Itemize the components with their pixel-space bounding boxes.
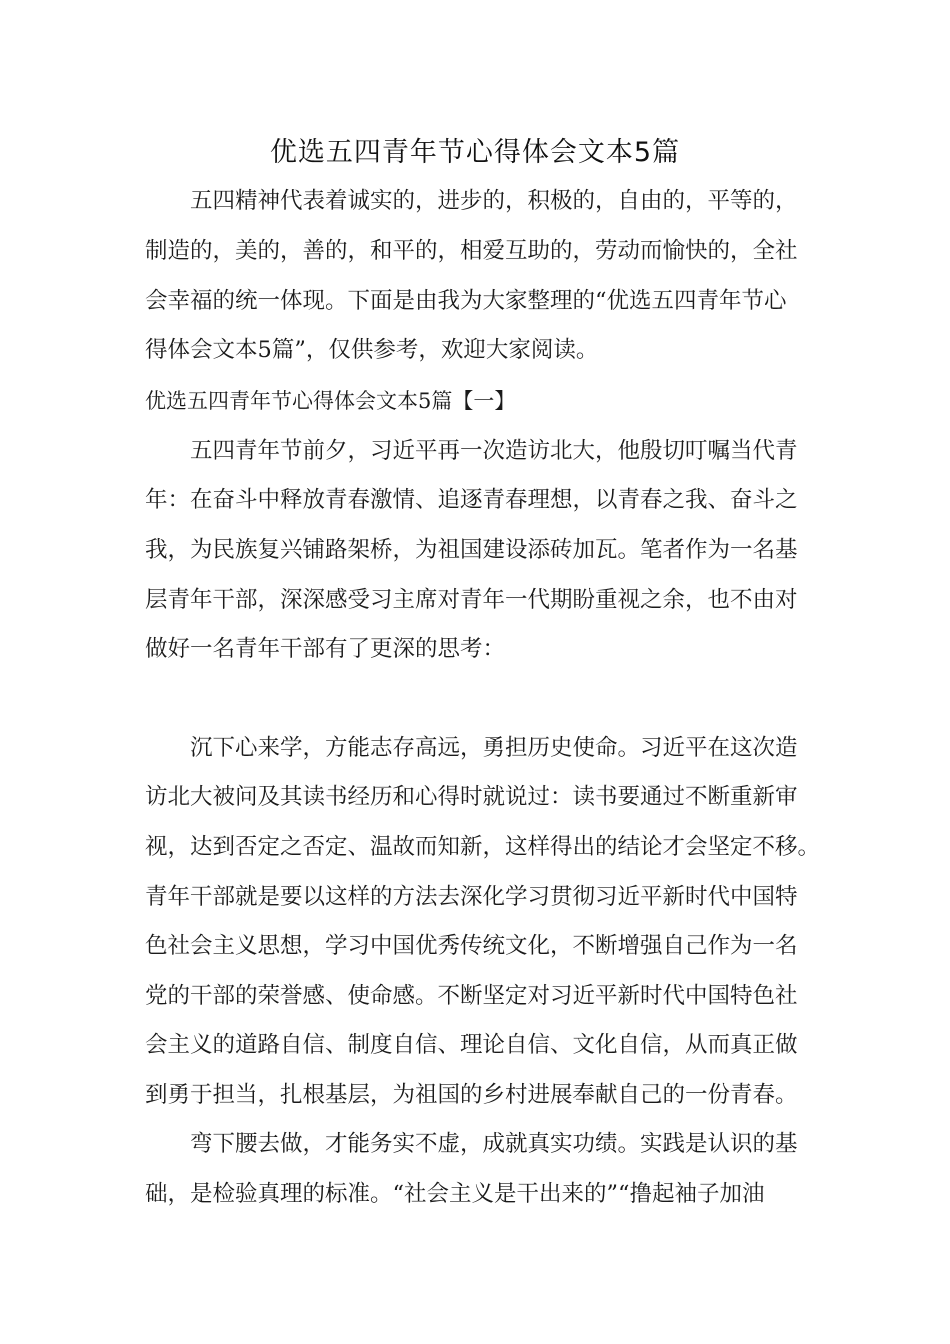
paragraph-line: 青年干部就是要以这样的方法去深化学习贯彻习近平新时代中国特	[145, 884, 798, 910]
intro-line: 五四精神代表着诚实的，进步的，积极的，自由的，平等的，	[190, 188, 798, 214]
section-heading: 优选五四青年节心得体会文本5篇【一】	[145, 389, 516, 413]
paragraph-line: 色社会主义思想，学习中国优秀传统文化，不断增强自己作为一名	[145, 933, 798, 959]
paragraph-line: 弯下腰去做，才能务实不虚，成就真实功绩。实践是认识的基	[190, 1131, 798, 1157]
paragraph-line: 访北大被问及其读书经历和心得时就说过：读书要通过不断重新审	[145, 784, 798, 810]
intro-line: 会幸福的统一体现。下面是由我为大家整理的“优选五四青年节心	[145, 288, 787, 314]
intro-line: 得体会文本5篇”，仅供参考，欢迎大家阅读。	[145, 337, 599, 363]
paragraph-line: 我，为民族复兴铺路架桥，为祖国建设添砖加瓦。笔者作为一名基	[145, 537, 798, 563]
paragraph-line: 础，是检验真理的标准。“社会主义是干出来的”“撸起袖子加油	[145, 1181, 765, 1207]
intro-line: 制造的，美的，善的，和平的，相爱互助的，劳动而愉快的，全社	[145, 238, 798, 264]
paragraph-line: 到勇于担当，扎根基层，为祖国的乡村进展奉献自己的一份青春。	[145, 1082, 798, 1108]
paragraph-line: 年：在奋斗中释放青春激情、追逐青春理想，以青春之我、奋斗之	[145, 487, 798, 513]
paragraph-line: 会主义的道路自信、制度自信、理论自信、文化自信，从而真正做	[145, 1032, 798, 1058]
paragraph-line: 视，达到否定之否定、温故而知新，这样得出的结论才会坚定不移。	[145, 834, 821, 860]
paragraph-line: 层青年干部，深深感受习主席对青年一代期盼重视之余，也不由对	[145, 587, 798, 613]
paragraph-line: 做好一名青年干部有了更深的思考：	[145, 636, 506, 662]
paragraph-line: 五四青年节前夕，习近平再一次造访北大，他殷切叮嘱当代青	[190, 438, 798, 464]
paragraph-line: 党的干部的荣誉感、使命感。不断坚定对习近平新时代中国特色社	[145, 983, 798, 1009]
document-title: 优选五四青年节心得体会文本5篇	[269, 137, 681, 168]
paragraph-line: 沉下心来学，方能志存高远，勇担历史使命。习近平在这次造	[190, 735, 798, 761]
